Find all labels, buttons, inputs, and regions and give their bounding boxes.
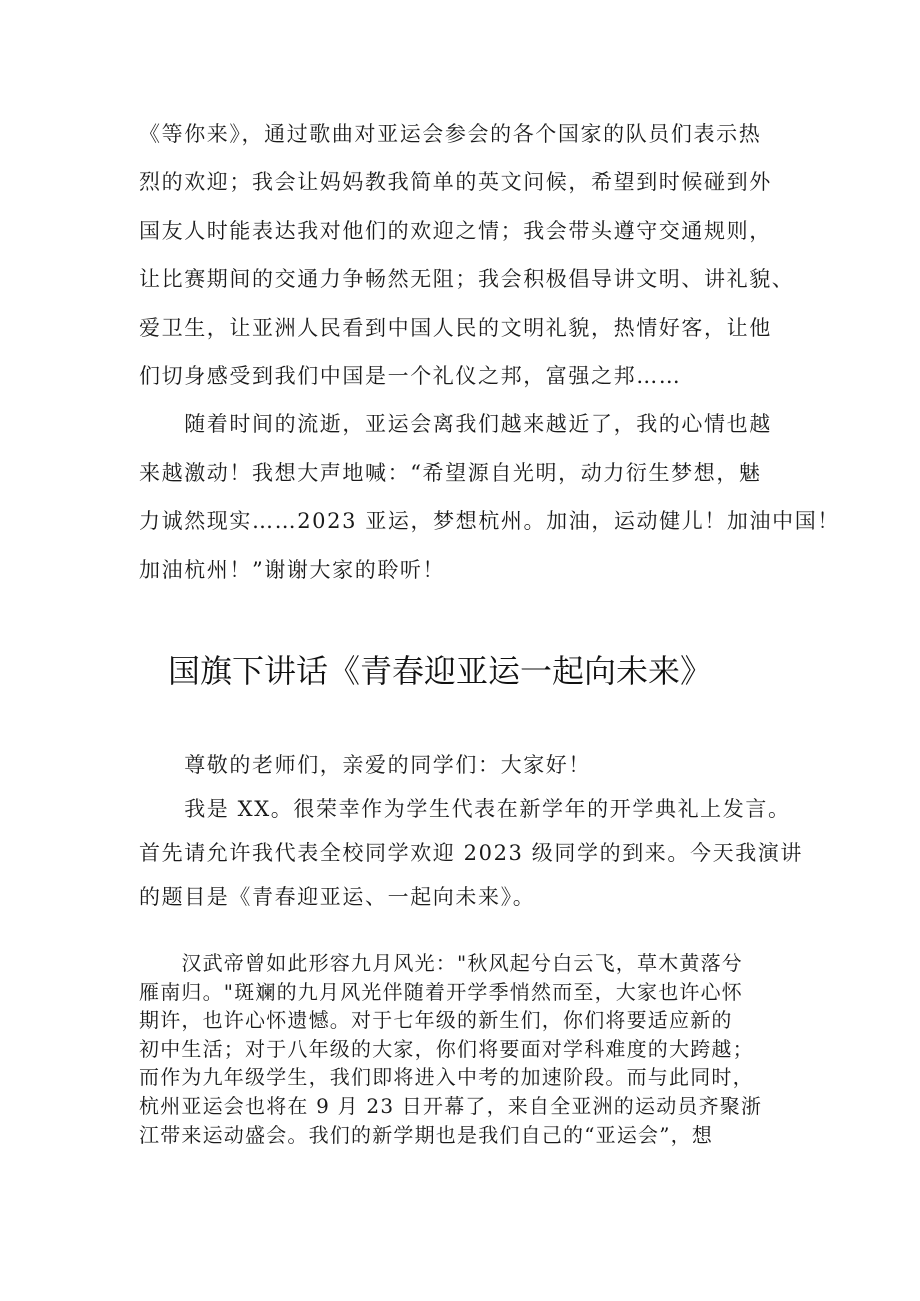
text-line: 来越激动！我想大声地喊：“希望源自光明，动力衍生梦想，魅 <box>139 460 762 485</box>
text-line: 让比赛期间的交通力争畅然无阻；我会积极倡导讲文明、讲礼貌、 <box>139 267 795 292</box>
text-line: 而作为九年级学生，我们即将进入中考的加速阶段。而与此同时， <box>139 1065 754 1090</box>
text-line: 尊敬的老师们，亲爱的同学们：大家好！ <box>139 753 591 777</box>
paragraph-block-1 <box>139 110 840 594</box>
text-line: 国友人时能表达我对他们的欢迎之情；我会带头遵守交通规则， <box>139 218 772 243</box>
text-line: 期许，也许心怀遗憾。对于七年级的新生们，你们将要适应新的 <box>139 1008 733 1033</box>
text-line: 我是 XX。很荣幸作为学生代表在新学年的开学典礼上发言。 <box>139 797 791 821</box>
text-line: 的题目是《青春迎亚运、一起向未来》。 <box>139 885 536 909</box>
text-line: 烈的欢迎；我会让妈妈教我简单的英文问候，希望到时候碰到外 <box>139 170 772 195</box>
text-line: 爱卫生，让亚洲人民看到中国人民的文明礼貌，热情好客，让他 <box>139 315 772 340</box>
text-line: 们切身感受到我们中国是一个礼仪之邦，富强之邦…… <box>139 363 682 388</box>
text-line: 首先请允许我代表全校同学欢迎 2023 级同学的到来。今天我演讲 <box>139 841 803 865</box>
text-line: 杭州亚运会也将在 9 月 23 日开幕了，来自全亚洲的运动员齐聚浙 <box>139 1093 763 1118</box>
paragraph-block-3 <box>139 949 819 1149</box>
text-line: 《等你来》，通过歌曲对亚运会参会的各个国家的队员们表示热 <box>139 122 762 146</box>
text-line: 随着时间的流逝，亚运会离我们越来越近了，我的心情也越 <box>139 412 772 437</box>
text-line: 汉武帝曾如此形容九月风光："秋风起兮白云飞，草木黄落兮 <box>139 951 743 975</box>
text-line: 初中生活；对于八年级的大家，你们将要面对学科难度的大跨越； <box>139 1036 754 1061</box>
text-line: 雁南归。"斑斓的九月风光伴随着开学季悄然而至，大家也许心怀 <box>139 979 743 1004</box>
paragraph-block-2 <box>139 743 819 919</box>
section-heading: 国旗下讲话《青春迎亚运一起向未来》 <box>168 652 713 690</box>
text-line: 加油杭州！”谢谢大家的聆听！ <box>139 557 446 582</box>
text-line: 力诚然现实……2023 亚运，梦想杭州。加油，运动健儿！加油中国！ <box>139 509 840 534</box>
text-line: 江带来运动盛会。我们的新学期也是我们自己的“亚运会”，想 <box>139 1122 714 1147</box>
